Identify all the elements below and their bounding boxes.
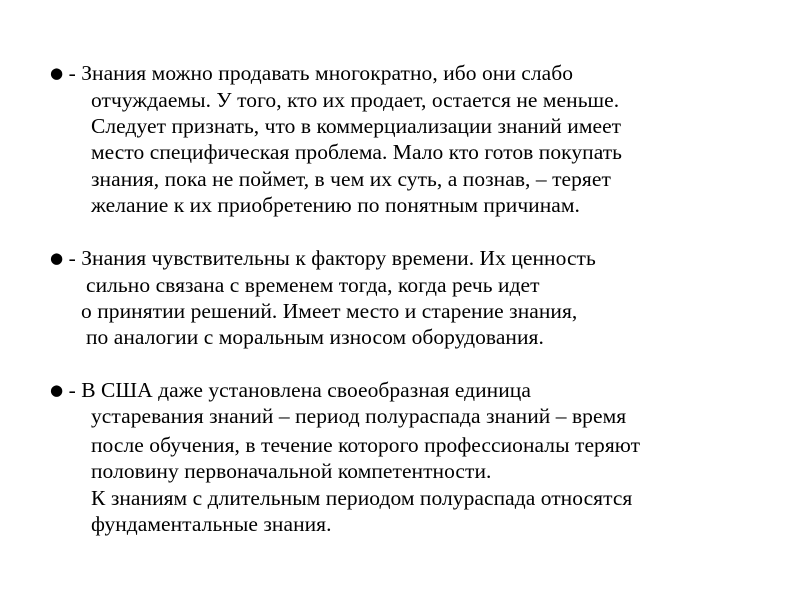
bullet-3-line-1 (50, 377, 531, 405)
bullet-marker-icon: ● (50, 249, 64, 267)
bullet-2-line-4: по аналогии с моральным износом оборудования. (86, 325, 544, 349)
bullet-3-line-6: фундаментальные знания. (91, 512, 332, 536)
bullet-3-line-2: устаревания знаний – период полураспада знаний – время (91, 404, 627, 428)
bullet-marker-icon: ● (50, 381, 64, 399)
bullet-marker-icon: ● (50, 64, 64, 82)
bullet-1-line-6: желание к их приобретению по понятным причинам. (91, 193, 580, 217)
bullet-3-line-3: после обучения, в течение которого профессионалы теряют (91, 433, 641, 457)
bullet-1-line-4: место специфическая проблема. Мало кто готов покупать (91, 140, 623, 164)
bullet-3-line-5: К знаниям с длительным периодом полураспада относятся (91, 486, 633, 510)
bullet-1-line-5: знания, пока не поймет, в чем их суть, а познав, – теряет (91, 167, 611, 191)
bullet-2-text-1: - Знания чувствительны к фактору времени. Их ценность (68, 246, 596, 270)
bullet-1-line-2: отчуждаемы. У того, кто их продает, остается не меньше. (91, 88, 620, 112)
bullet-1-text-1: - Знания можно продавать многократно, ибо они слабо (68, 61, 574, 85)
bullet-1-line-3: Следует признать, что в коммерциализации знаний имеет (91, 114, 622, 138)
bullet-2-line-3: о принятии решений. Имеет место и старение знания, (81, 299, 578, 323)
bullet-2-line-2: сильно связана с временем тогда, когда речь идет (86, 273, 540, 297)
bullet-3-text-1: - В США даже установлена своеобразная единица (68, 378, 531, 402)
bullet-1-line-1 (50, 60, 573, 88)
bullet-2-line-1 (50, 245, 596, 273)
bullet-3-line-4: половину первоначальной компетентности. (91, 459, 492, 483)
